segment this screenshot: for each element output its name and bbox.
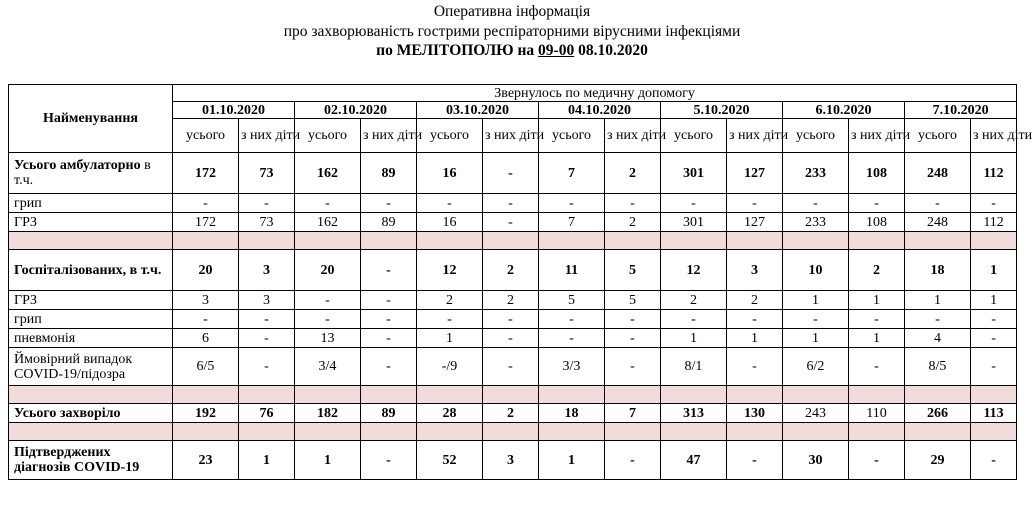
separator-cell [173, 232, 239, 250]
table-head [9, 85, 1032, 153]
cell-kids: - [971, 310, 1017, 329]
cell-kids: 113 [971, 404, 1017, 423]
cell-total: 8/5 [905, 348, 971, 386]
subheader-kids: з них діти [849, 119, 905, 153]
cell-total: - [783, 194, 849, 213]
subheader-total: усього [539, 119, 605, 153]
separator-cell [361, 386, 417, 404]
cell-total: - [417, 194, 483, 213]
separator-cell [849, 423, 905, 441]
cell-kids: 130 [727, 404, 783, 423]
separator-cell [605, 423, 661, 441]
cell-total: 12 [417, 250, 483, 291]
cell-kids: 89 [361, 153, 417, 194]
cell-total: 233 [783, 213, 849, 232]
row-label-suffix: в т.ч. [14, 158, 151, 188]
cell-kids: - [483, 348, 539, 386]
row-label [9, 213, 173, 232]
table-row [9, 310, 1017, 329]
cell-total: 3/3 [539, 348, 605, 386]
separator-cell [9, 423, 173, 441]
cell-kids: - [727, 310, 783, 329]
row-label [9, 153, 173, 194]
cell-total: - [295, 194, 361, 213]
separator-cell [905, 386, 971, 404]
cell-total: 192 [173, 404, 239, 423]
cell-total: 52 [417, 441, 483, 480]
morbidity-table [8, 84, 1032, 480]
cell-kids: - [849, 441, 905, 480]
cell-total: 1 [661, 329, 727, 348]
cell-kids: - [849, 194, 905, 213]
cell-total: 28 [417, 404, 483, 423]
cell-kids: 2 [605, 213, 661, 232]
cell-kids: 1 [239, 441, 295, 480]
cell-kids: 1 [849, 291, 905, 310]
cell-kids: 127 [727, 153, 783, 194]
separator-cell [9, 386, 173, 404]
cell-kids: 110 [849, 404, 905, 423]
separator-cell [173, 386, 239, 404]
group-header: Звернулось по медичну допомогу [173, 85, 1017, 102]
separator-cell [295, 423, 361, 441]
cell-total: 1 [783, 291, 849, 310]
cell-total: - [661, 194, 727, 213]
cell-kids: 112 [971, 153, 1017, 194]
cell-kids: - [849, 310, 905, 329]
cell-total: 301 [661, 153, 727, 194]
cell-total: 10 [783, 250, 849, 291]
cell-kids: 127 [727, 213, 783, 232]
cell-total: 29 [905, 441, 971, 480]
cell-total: - [295, 291, 361, 310]
table-row [9, 194, 1017, 213]
subheader-kids: з них діти [483, 119, 539, 153]
row-label-text: Усього захворіло [14, 405, 121, 421]
date-header: 7.10.2020 [905, 102, 1017, 119]
cell-total: 13 [295, 329, 361, 348]
cell-total: 172 [173, 213, 239, 232]
cell-kids: 89 [361, 213, 417, 232]
cell-total: 1 [539, 441, 605, 480]
cell-total: - [539, 310, 605, 329]
title-line-2: про захворюваність гострими респіраторними вірусними інфекціями [283, 23, 741, 40]
separator-cell [905, 232, 971, 250]
cell-kids: 2 [483, 291, 539, 310]
separator-cell [727, 386, 783, 404]
cell-total: 301 [661, 213, 727, 232]
cell-kids: 108 [849, 213, 905, 232]
cell-total: - [417, 310, 483, 329]
cell-total: 20 [295, 250, 361, 291]
cell-kids: - [361, 194, 417, 213]
row-label-text: ГРЗ [14, 292, 38, 308]
separator-cell [361, 423, 417, 441]
cell-total: 162 [295, 213, 361, 232]
table-body [9, 153, 1017, 480]
cell-kids: - [483, 153, 539, 194]
separator-cell [483, 423, 539, 441]
separator-row [9, 386, 1017, 404]
cell-kids: 3 [727, 250, 783, 291]
cell-kids: 3 [483, 441, 539, 480]
cell-kids: - [605, 329, 661, 348]
cell-kids: - [239, 310, 295, 329]
cell-kids: 7 [605, 404, 661, 423]
cell-kids: - [483, 310, 539, 329]
subheader-kids: з них діти [361, 119, 417, 153]
row-label [9, 348, 173, 386]
separator-cell [661, 423, 727, 441]
row-label [9, 310, 173, 329]
cell-total: 12 [661, 250, 727, 291]
table-row [9, 329, 1017, 348]
cell-total: 4 [905, 329, 971, 348]
separator-cell [849, 386, 905, 404]
cell-kids: 5 [605, 291, 661, 310]
cell-kids: - [361, 250, 417, 291]
cell-kids: 112 [971, 213, 1017, 232]
row-label [9, 250, 173, 291]
cell-kids: - [605, 441, 661, 480]
cell-total: - [173, 310, 239, 329]
cell-kids: - [361, 329, 417, 348]
cell-kids: - [971, 348, 1017, 386]
cell-total: 18 [905, 250, 971, 291]
cell-kids: - [239, 194, 295, 213]
cell-total: 11 [539, 250, 605, 291]
separator-cell [783, 423, 849, 441]
cell-total: 20 [173, 250, 239, 291]
separator-cell [295, 386, 361, 404]
separator-cell [483, 232, 539, 250]
cell-total: 47 [661, 441, 727, 480]
separator-cell [417, 386, 483, 404]
separator-cell [727, 232, 783, 250]
cell-kids: 76 [239, 404, 295, 423]
separator-cell [783, 386, 849, 404]
cell-kids: 2 [849, 250, 905, 291]
cell-kids: 2 [605, 153, 661, 194]
cell-total: 2 [661, 291, 727, 310]
cell-kids: - [239, 329, 295, 348]
row-label-text: пневмонія [14, 330, 76, 346]
subheader-total: усього [905, 119, 971, 153]
cell-total: 6 [173, 329, 239, 348]
row-label-text: грип [14, 311, 42, 327]
cell-kids: 3 [239, 291, 295, 310]
cell-kids: 1 [971, 291, 1017, 310]
title-line-3 [0, 42, 1024, 60]
cell-total: 30 [783, 441, 849, 480]
cell-kids: 1 [971, 250, 1017, 291]
separator-cell [173, 423, 239, 441]
separator-cell [539, 232, 605, 250]
cell-total: 1 [783, 329, 849, 348]
cell-total: 313 [661, 404, 727, 423]
table-row [9, 404, 1017, 423]
cell-total: - [539, 194, 605, 213]
cell-total: 2 [417, 291, 483, 310]
cell-kids: - [483, 329, 539, 348]
cell-total: 1 [417, 329, 483, 348]
separator-cell [539, 386, 605, 404]
cell-kids: - [971, 441, 1017, 480]
separator-cell [661, 386, 727, 404]
cell-kids: 1 [727, 329, 783, 348]
subheader-kids: з них діти [605, 119, 661, 153]
name-column-header: Найменування [9, 85, 173, 153]
separator-cell [727, 423, 783, 441]
date-header: 03.10.2020 [417, 102, 539, 119]
cell-total: 7 [539, 153, 605, 194]
title-prefix: по МЕЛІТОПОЛЮ на [376, 42, 539, 59]
row-label [9, 404, 173, 423]
subheader-total: усього [417, 119, 483, 153]
cell-total: - [783, 310, 849, 329]
separator-cell [971, 232, 1017, 250]
row-label [9, 329, 173, 348]
row-label [9, 441, 173, 480]
separator-cell [971, 386, 1017, 404]
cell-total: - [905, 194, 971, 213]
cell-total: - [539, 329, 605, 348]
subheader-kids: з них діти [727, 119, 783, 153]
separator-cell [971, 423, 1017, 441]
date-header: 6.10.2020 [783, 102, 905, 119]
cell-kids: - [483, 213, 539, 232]
cell-kids: - [361, 310, 417, 329]
cell-kids: 73 [239, 213, 295, 232]
cell-total: 172 [173, 153, 239, 194]
separator-cell [605, 386, 661, 404]
subheader-kids: з них діти [971, 119, 1017, 153]
cell-total: - [295, 310, 361, 329]
cell-kids: - [605, 310, 661, 329]
cell-total: 23 [173, 441, 239, 480]
cell-total: 266 [905, 404, 971, 423]
date-header: 01.10.2020 [173, 102, 295, 119]
row-label [9, 291, 173, 310]
cell-total: - [661, 310, 727, 329]
cell-total: 18 [539, 404, 605, 423]
separator-cell [9, 232, 173, 250]
cell-kids: - [605, 194, 661, 213]
row-label-text: Госпіталізованих, в т.ч. [14, 262, 162, 278]
cell-total: 5 [539, 291, 605, 310]
table-row [9, 291, 1017, 310]
cell-kids: 73 [239, 153, 295, 194]
separator-cell [661, 232, 727, 250]
cell-total: 3 [173, 291, 239, 310]
date-header: 04.10.2020 [539, 102, 661, 119]
cell-kids: - [727, 194, 783, 213]
table-row [9, 348, 1017, 386]
separator-cell [239, 232, 295, 250]
cell-total: 248 [905, 153, 971, 194]
separator-cell [361, 232, 417, 250]
cell-kids: 89 [361, 404, 417, 423]
separator-cell [239, 386, 295, 404]
cell-total: 16 [417, 153, 483, 194]
cell-kids: - [971, 329, 1017, 348]
separator-cell [539, 423, 605, 441]
cell-kids: - [727, 348, 783, 386]
cell-kids: - [727, 441, 783, 480]
title-time: 09-00 [538, 42, 575, 59]
cell-kids: - [605, 348, 661, 386]
separator-cell [417, 423, 483, 441]
row-label-text: ГРЗ [14, 214, 38, 230]
cell-total: 162 [295, 153, 361, 194]
cell-kids: 1 [849, 329, 905, 348]
cell-kids: 2 [727, 291, 783, 310]
date-header: 02.10.2020 [295, 102, 417, 119]
cell-total: 16 [417, 213, 483, 232]
row-label [9, 194, 173, 213]
subheader-total: усього [661, 119, 727, 153]
cell-total: 1 [295, 441, 361, 480]
separator-cell [295, 232, 361, 250]
cell-total: -/9 [417, 348, 483, 386]
cell-total: 7 [539, 213, 605, 232]
cell-total: - [905, 310, 971, 329]
subheader-total: усього [295, 119, 361, 153]
cell-kids: 3 [239, 250, 295, 291]
subheader-kids: з них діти [239, 119, 295, 153]
cell-total: - [173, 194, 239, 213]
cell-total: 233 [783, 153, 849, 194]
cell-kids: - [971, 194, 1017, 213]
title-line-1: Оперативна інформація [433, 3, 591, 20]
separator-cell [483, 386, 539, 404]
separator-row [9, 232, 1017, 250]
cell-kids: 5 [605, 250, 661, 291]
cell-total: 1 [905, 291, 971, 310]
cell-kids: - [361, 441, 417, 480]
cell-kids: - [849, 348, 905, 386]
row-label-text: Ймовірний випадок COVID-19/підозра [14, 351, 133, 382]
cell-kids: - [239, 348, 295, 386]
cell-total: 248 [905, 213, 971, 232]
table-row [9, 441, 1017, 480]
subheader-total: усього [783, 119, 849, 153]
row-label-text: грип [14, 195, 42, 211]
separator-cell [905, 423, 971, 441]
cell-kids: - [483, 194, 539, 213]
cell-total: 6/2 [783, 348, 849, 386]
separator-cell [783, 232, 849, 250]
cell-total: 8/1 [661, 348, 727, 386]
cell-total: 6/5 [173, 348, 239, 386]
cell-kids: 2 [483, 250, 539, 291]
cell-kids: - [361, 348, 417, 386]
table-row [9, 213, 1017, 232]
cell-kids: - [361, 291, 417, 310]
cell-total: 3/4 [295, 348, 361, 386]
row-label-text: Усього амбулаторно [14, 158, 141, 173]
separator-cell [849, 232, 905, 250]
subheader-total: усього [173, 119, 239, 153]
separator-row [9, 423, 1017, 441]
table-row [9, 153, 1017, 194]
separator-cell [605, 232, 661, 250]
cell-total: 182 [295, 404, 361, 423]
title-date: 08.10.2020 [574, 42, 648, 59]
cell-kids: 2 [483, 404, 539, 423]
separator-cell [417, 232, 483, 250]
separator-cell [239, 423, 295, 441]
date-header: 5.10.2020 [661, 102, 783, 119]
table-row [9, 250, 1017, 291]
cell-kids: 108 [849, 153, 905, 194]
cell-total: 243 [783, 404, 849, 423]
row-label-text: Підтверджених діагнозів COVID-19 [14, 445, 140, 475]
